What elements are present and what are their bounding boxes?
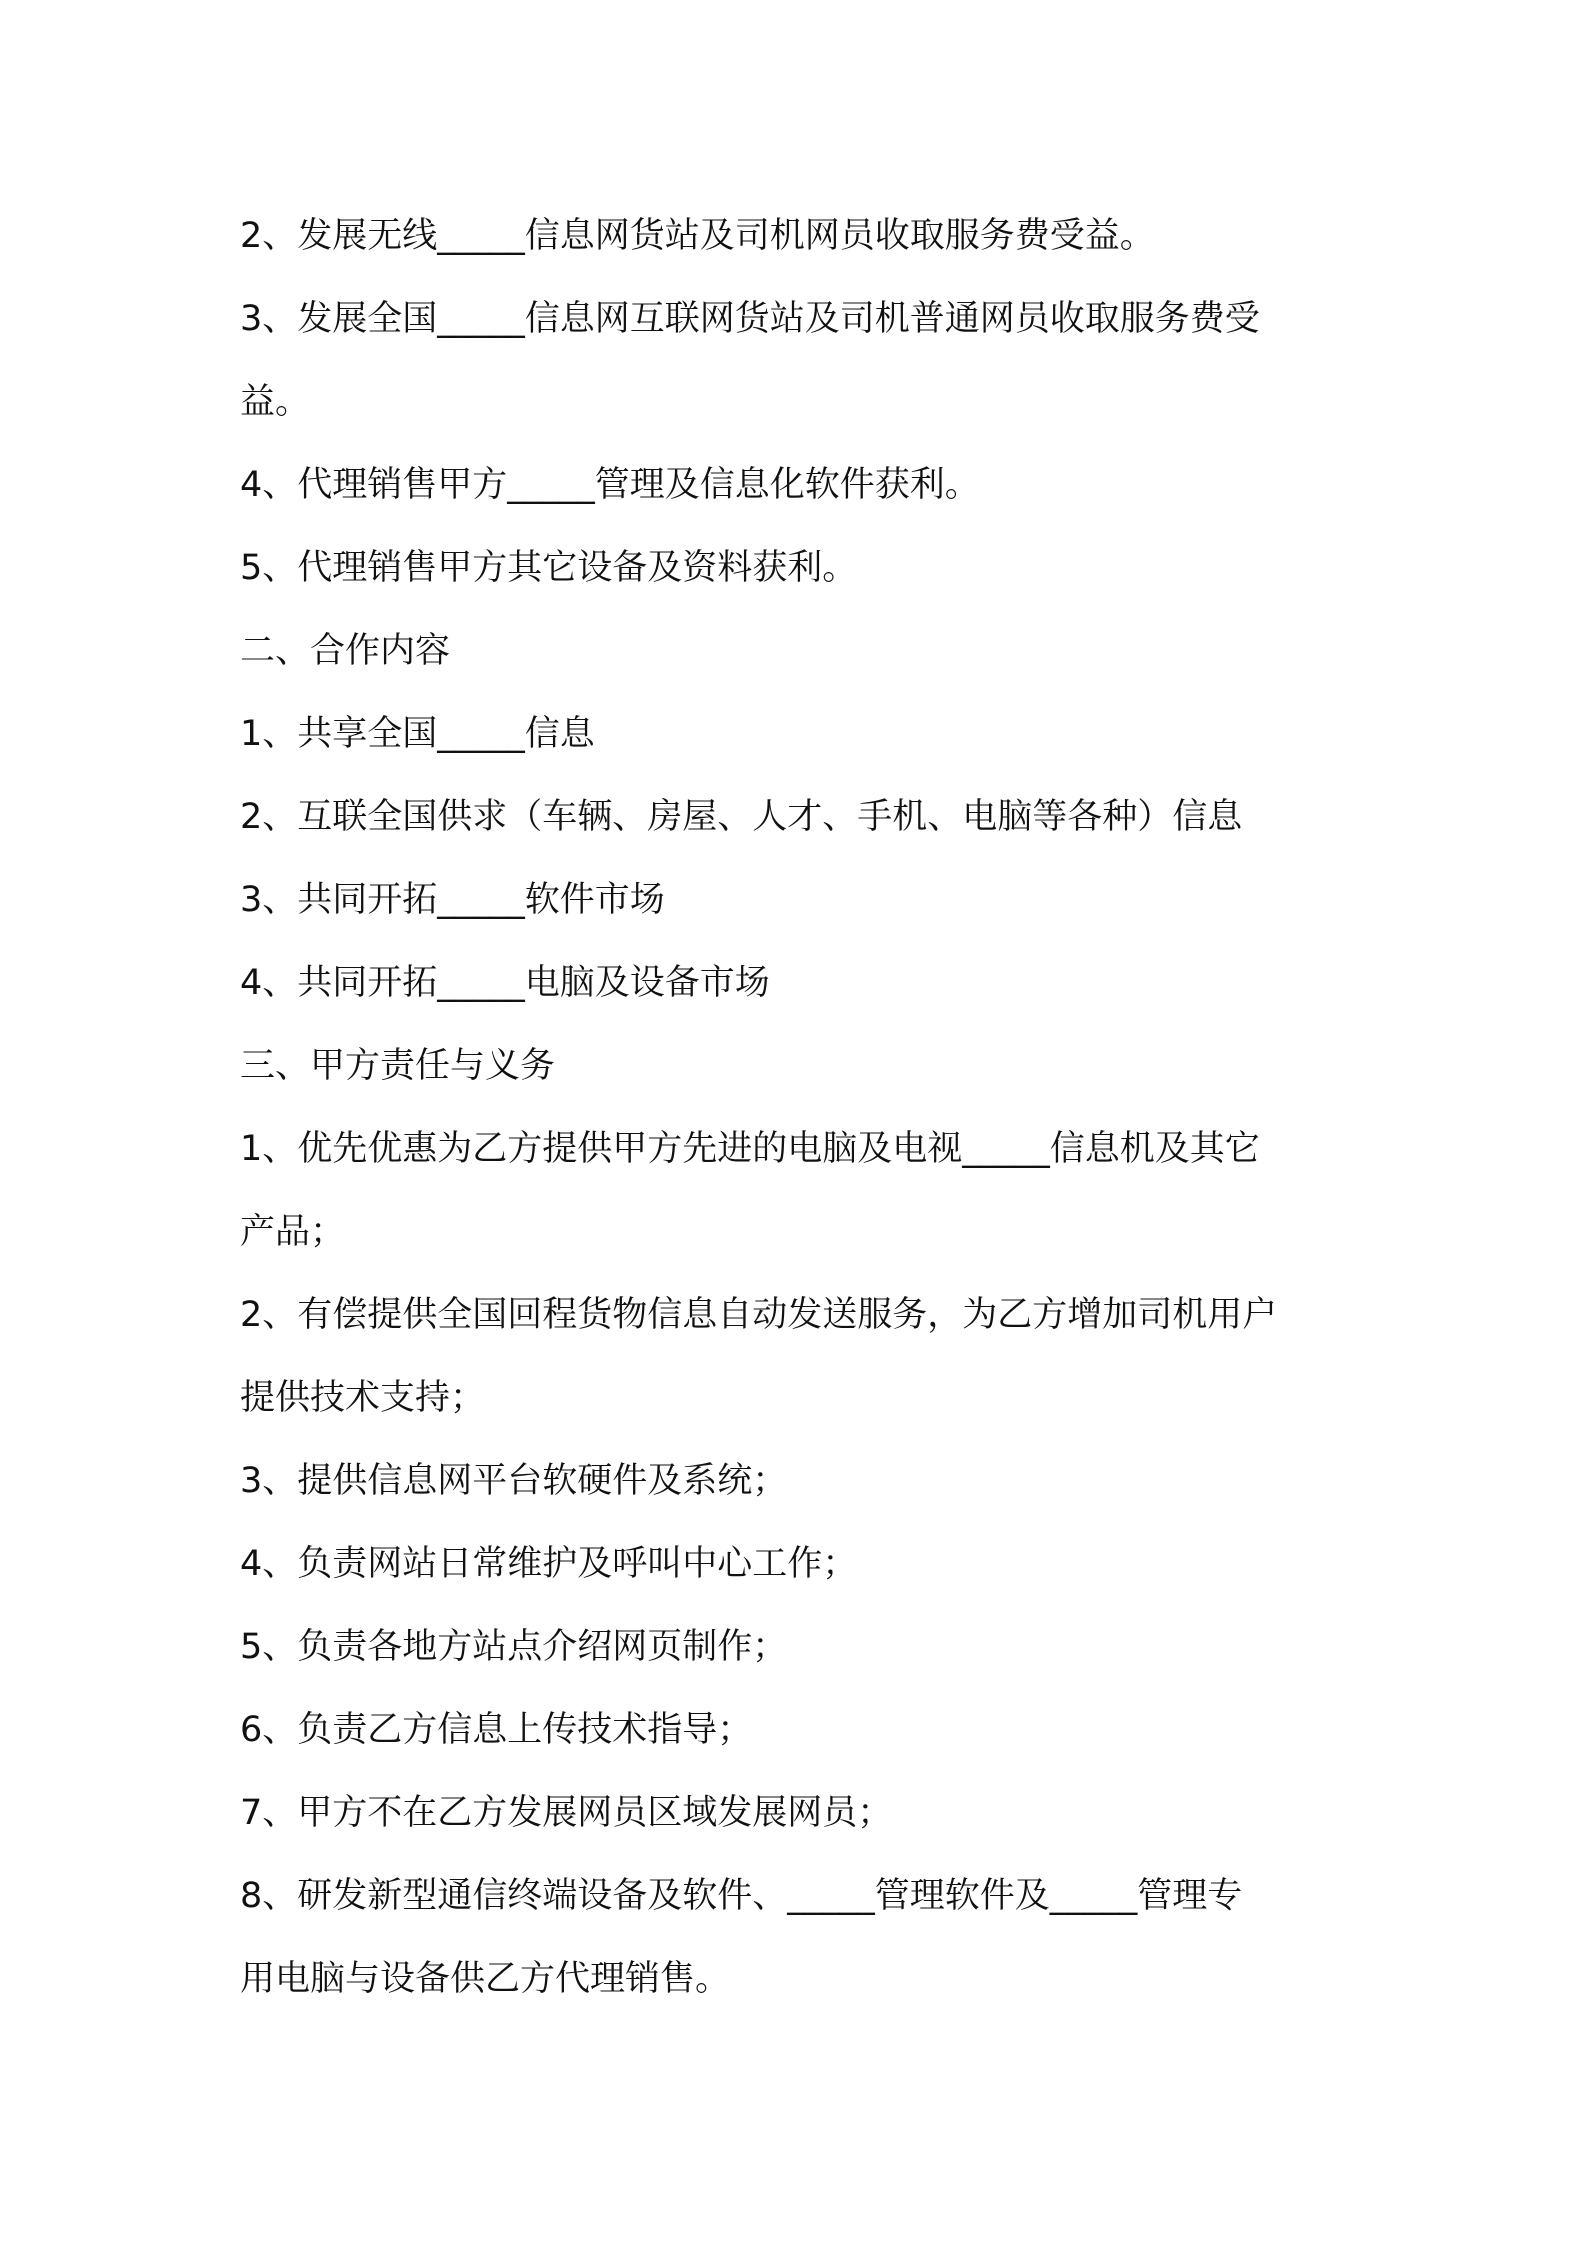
- paragraph-line: 产品；: [240, 1212, 346, 1252]
- paragraph-line: 2、有偿提供全国回程货物信息自动发送服务，为乙方增加司机用户: [240, 1295, 1278, 1335]
- paragraph-line: 6、负责乙方信息上传技术指导；: [240, 1710, 753, 1750]
- document-body: [240, 195, 1360, 2021]
- paragraph-line: 5、代理销售甲方其它设备及资料获利。: [240, 548, 858, 588]
- paragraph-line: 2、发展无线_____信息网货站及司机网员收取服务费受益。: [240, 216, 1155, 256]
- paragraph-line: 8、研发新型通信终端设备及软件、_____管理软件及_____管理专: [240, 1876, 1243, 1916]
- paragraph-line: 3、提供信息网平台软硬件及系统；: [240, 1461, 788, 1501]
- paragraph-line: 用电脑与设备供乙方代理销售。: [240, 1959, 731, 1999]
- paragraph-line: 1、共享全国_____信息: [240, 714, 595, 754]
- paragraph-line: 提供技术支持；: [240, 1378, 486, 1418]
- paragraph-line: 7、甲方不在乙方发展网员区域发展网员；: [240, 1793, 893, 1833]
- paragraph-line: 3、共同开拓_____软件市场: [240, 880, 665, 920]
- section-heading: 二、合作内容: [240, 631, 451, 671]
- section-heading: 三、甲方责任与义务: [240, 1046, 556, 1086]
- paragraph-line: 4、代理销售甲方_____管理及信息化软件获利。: [240, 465, 980, 505]
- paragraph-line: 1、优先优惠为乙方提供甲方先进的电脑及电视_____信息机及其它: [240, 1129, 1260, 1169]
- paragraph-line: 4、负责网站日常维护及呼叫中心工作；: [240, 1544, 858, 1584]
- paragraph-line: 2、互联全国供求（车辆、房屋、人才、手机、电脑等各种）信息: [240, 797, 1243, 837]
- paragraph-line: 益。: [240, 382, 311, 422]
- paragraph-line: 3、发展全国_____信息网互联网货站及司机普通网员收取服务费受: [240, 299, 1260, 339]
- paragraph-line: 4、共同开拓_____电脑及设备市场: [240, 963, 770, 1003]
- paragraph-line: 5、负责各地方站点介绍网页制作；: [240, 1627, 788, 1667]
